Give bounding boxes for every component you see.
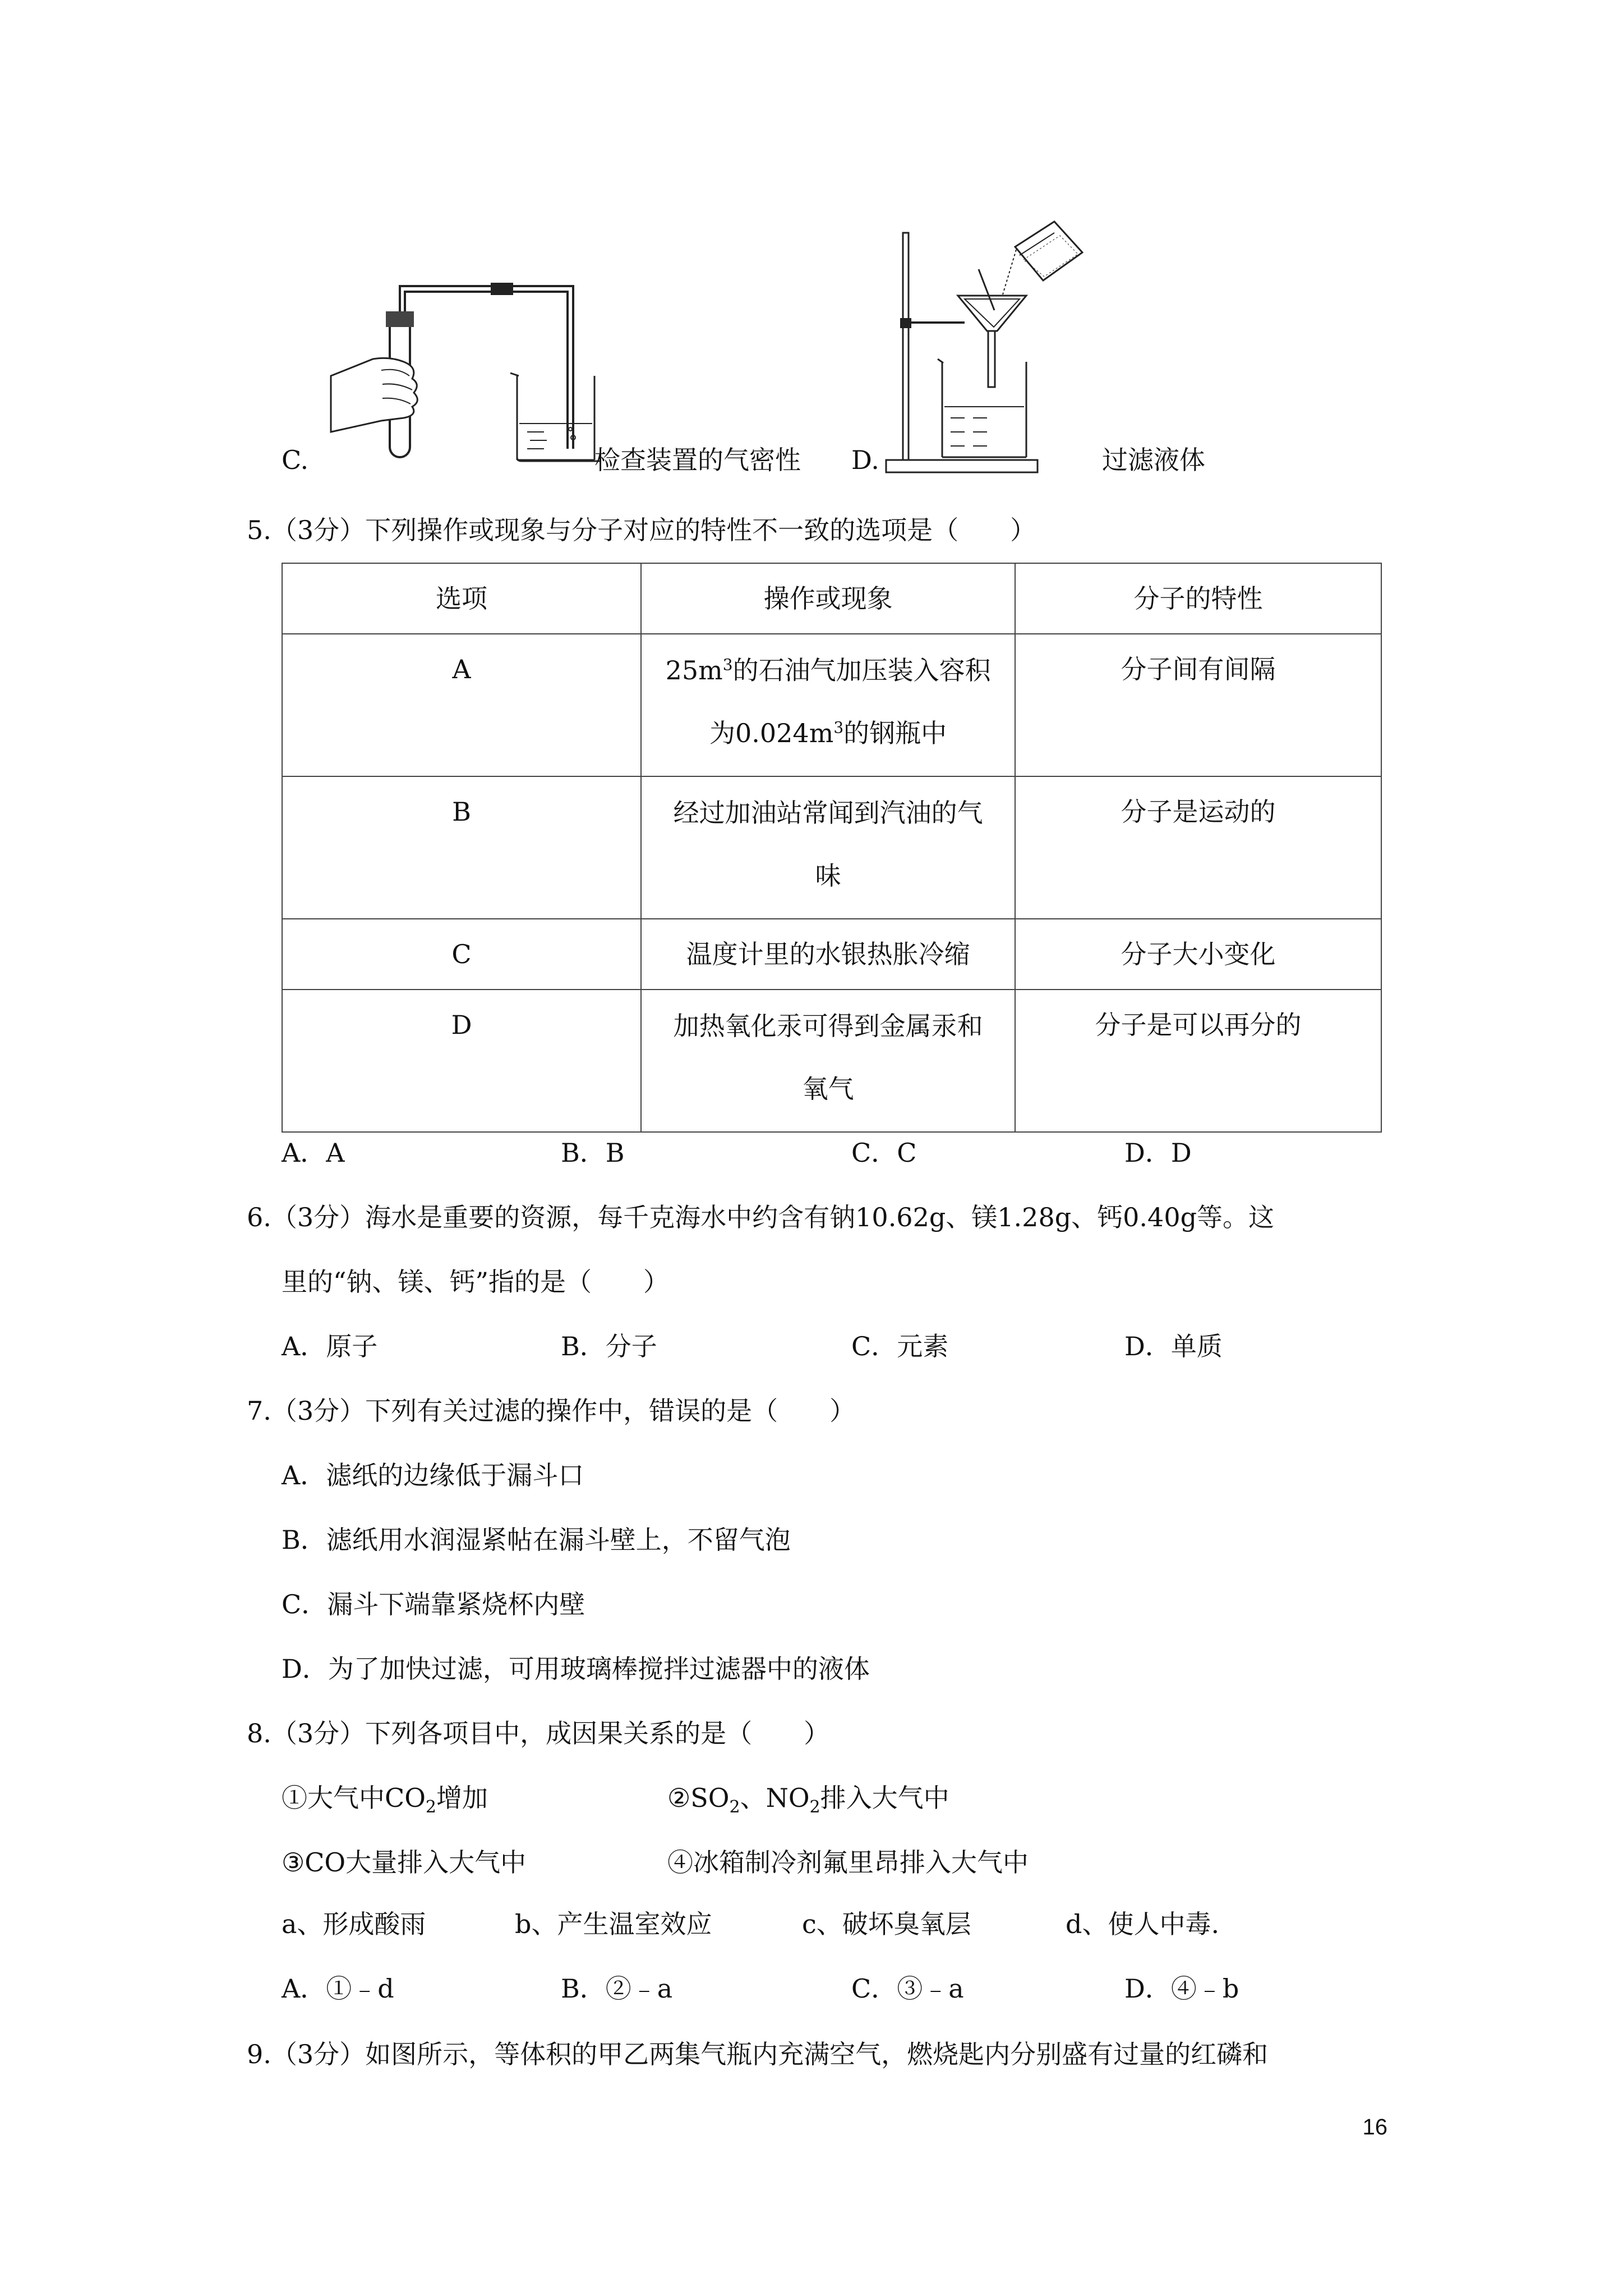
operation-text: 为0.024m xyxy=(709,718,834,748)
operation-line: 经过加油站常闻到汽油的气 xyxy=(673,798,983,828)
q7-choice-a[interactable]: A．滤纸的边缘低于漏斗口 xyxy=(282,1460,584,1490)
subscript: 2 xyxy=(729,1797,740,1818)
q4-option-c-caption: 检查装置的气密性 xyxy=(594,445,801,475)
q8-item-3: ③CO大量排入大气中 xyxy=(282,1847,527,1878)
table-cell-option: A xyxy=(282,634,641,776)
q5-choice-a[interactable]: A．A xyxy=(282,1138,345,1168)
table-row xyxy=(282,776,1381,919)
q4-option-d-caption: 过滤液体 xyxy=(1102,445,1205,475)
q8-choice-c[interactable]: C．③﹣a xyxy=(851,1973,964,2004)
table-cell-property: 分子间有间隔 xyxy=(1015,634,1381,776)
table-header-row xyxy=(282,563,1381,634)
q8-item-2 xyxy=(667,1781,949,1818)
operation-line: 味 xyxy=(815,861,841,891)
table-cell-operation xyxy=(641,776,1015,919)
subscript: 2 xyxy=(809,1797,820,1818)
q6-choice-d[interactable]: D．单质 xyxy=(1124,1331,1223,1361)
q6-stem-line1: 6.（3分）海水是重要的资源，每千克海水中约含有钠10.62g、镁1.28g、钙0.40g等。这 xyxy=(247,1202,1275,1232)
q6-choice-a[interactable]: A．原子 xyxy=(282,1331,378,1361)
table-row xyxy=(282,634,1381,776)
q8-item-text: 、NO xyxy=(740,1783,810,1813)
filtration-figure xyxy=(875,210,1110,480)
operation-text: 的石油气加压装入容积 xyxy=(732,655,991,685)
table-cell-operation: 温度计里的水银热胀冷缩 xyxy=(641,919,1015,990)
q8-effect-b: b、产生温室效应 xyxy=(515,1909,712,1939)
q6-choice-b[interactable]: B．分子 xyxy=(561,1331,657,1361)
q9-stem: 9.（3分）如图所示，等体积的甲乙两集气瓶内充满空气，燃烧匙内分别盛有过量的红磷和 xyxy=(247,2039,1269,2069)
operation-line xyxy=(655,702,1001,765)
table-cell-option: B xyxy=(282,776,641,919)
q7-stem: 7.（3分）下列有关过滤的操作中，错误的是（ ） xyxy=(247,1396,856,1426)
q6-stem-line2: 里的“钠、镁、钙”指的是（ ） xyxy=(282,1267,670,1297)
q8-choice-d[interactable]: D．④﹣b xyxy=(1124,1973,1239,2004)
table-header-cell: 操作或现象 xyxy=(641,563,1015,634)
table-header-cell: 分子的特性 xyxy=(1015,563,1381,634)
q8-item-text: ②SO xyxy=(667,1783,730,1813)
operation-line: 氧气 xyxy=(802,1074,854,1104)
q8-item-4: ④冰箱制冷剂氟里昂排入大气中 xyxy=(667,1847,1029,1878)
q5-choice-d[interactable]: D．D xyxy=(1124,1138,1192,1168)
operation-text: 的钢瓶中 xyxy=(843,718,947,748)
q8-choice-a[interactable]: A．①﹣d xyxy=(282,1973,394,2004)
table-header-cell: 选项 xyxy=(282,563,641,634)
superscript: 3 xyxy=(833,718,844,737)
q8-stem: 8.（3分）下列各项目中，成因果关系的是（ ） xyxy=(247,1718,830,1749)
q8-effect-c: c、破坏臭氧层 xyxy=(802,1909,971,1939)
q6-choice-c[interactable]: C．元素 xyxy=(851,1331,949,1361)
q4-option-c-label: C. xyxy=(282,445,309,475)
table-cell-option: D xyxy=(282,990,641,1132)
table-row xyxy=(282,919,1381,990)
page-number: 16 xyxy=(1362,2115,1387,2139)
airtightness-check-figure xyxy=(320,264,600,471)
q8-effect-a: a、形成酸雨 xyxy=(282,1909,426,1939)
table-cell-operation xyxy=(641,990,1015,1132)
q8-choice-b[interactable]: B．②﹣a xyxy=(561,1973,673,2004)
q5-choice-b[interactable]: B．B xyxy=(561,1138,625,1168)
q7-choice-d[interactable]: D．为了加快过滤，可用玻璃棒搅拌过滤器中的液体 xyxy=(282,1654,870,1684)
q7-choice-b[interactable]: B．滤纸用水润湿紧帖在漏斗壁上，不留气泡 xyxy=(282,1525,791,1555)
table-row xyxy=(282,990,1381,1132)
q8-item-1 xyxy=(282,1781,488,1818)
table-cell-option: C xyxy=(282,919,641,990)
table-cell-property: 分子大小变化 xyxy=(1015,919,1381,990)
operation-line: 加热氧化汞可得到金属汞和 xyxy=(673,1011,983,1041)
q8-item-text: ①大气中CO xyxy=(282,1783,426,1813)
q7-choice-c[interactable]: C．漏斗下端靠紧烧杯内壁 xyxy=(282,1589,585,1619)
table-cell-property: 分子是运动的 xyxy=(1015,776,1381,919)
q8-item-text: 增加 xyxy=(436,1783,488,1813)
operation-text: 25m xyxy=(665,655,723,685)
table-cell-property: 分子是可以再分的 xyxy=(1015,990,1381,1132)
operation-line xyxy=(655,639,1001,702)
subscript: 2 xyxy=(425,1797,437,1818)
q5-choice-c[interactable]: C．C xyxy=(851,1138,917,1168)
superscript: 3 xyxy=(722,655,733,674)
table-cell-operation xyxy=(641,634,1015,776)
q8-effect-d: d、使人中毒. xyxy=(1066,1909,1220,1939)
q4-option-d-label: D. xyxy=(851,445,879,475)
q5-table xyxy=(282,563,1382,1133)
q5-stem: 5.（3分）下列操作或现象与分子对应的特性不一致的选项是（ ） xyxy=(247,515,1036,545)
q8-item-text: 排入大气中 xyxy=(820,1783,949,1813)
